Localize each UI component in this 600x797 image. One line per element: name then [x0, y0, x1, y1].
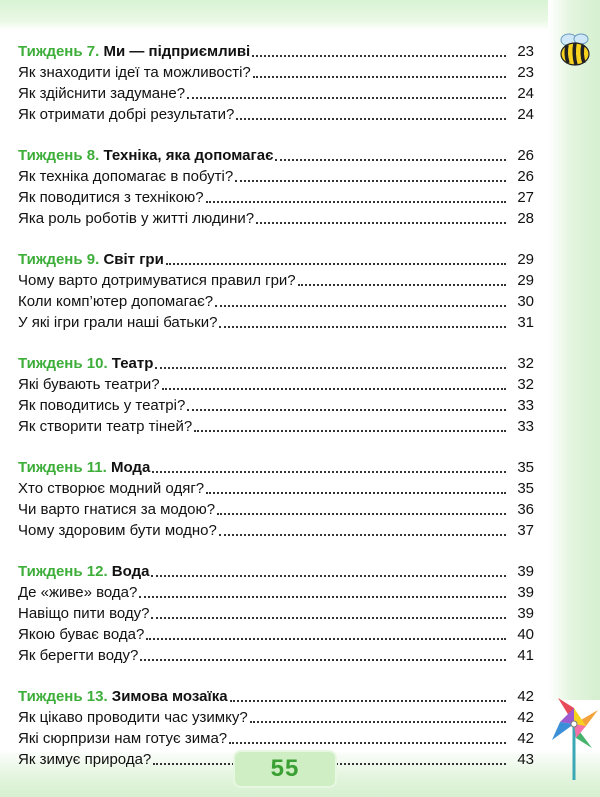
- toc-entry[interactable]: [18, 208, 534, 229]
- toc-entry[interactable]: [18, 187, 534, 208]
- toc-entry-title: Яка роль роботів у житті людини?: [18, 210, 255, 227]
- dot-leader: [229, 742, 506, 744]
- toc-entry-title: Як знаходити ідеї та можливості?: [18, 64, 251, 81]
- week-label: Тиждень 11.: [18, 459, 107, 476]
- week-topic: Зимова мозаїка: [111, 688, 228, 705]
- toc-page-number: 35: [517, 459, 534, 476]
- dot-leader: [230, 700, 506, 702]
- dot-leader: [275, 159, 506, 161]
- week-topic: Вода: [111, 563, 150, 580]
- toc-page-number: 32: [517, 376, 534, 393]
- toc-entry[interactable]: [18, 166, 534, 187]
- dot-leader: [151, 575, 506, 577]
- week-topic: Світ гри: [103, 251, 164, 268]
- dot-leader: [162, 388, 506, 390]
- toc-page-number: 42: [517, 709, 534, 726]
- dot-leader: [250, 721, 506, 723]
- toc-page-number: 37: [517, 522, 534, 539]
- dot-leader: [152, 471, 506, 473]
- toc-entry[interactable]: [18, 104, 534, 125]
- toc-section: [18, 41, 534, 125]
- toc-entry[interactable]: [18, 582, 534, 603]
- dot-leader: [187, 409, 506, 411]
- dot-leader: [253, 76, 506, 78]
- toc-entry-title: У які ігри грали наші батьки?: [18, 314, 218, 331]
- toc-entry-title: Коли комп’ютер допомагає?: [18, 293, 214, 310]
- toc-section-heading[interactable]: [18, 41, 534, 62]
- toc-page-number: 26: [517, 147, 534, 164]
- week-label: Тиждень 12.: [18, 563, 108, 580]
- toc-entry[interactable]: [18, 395, 534, 416]
- toc-page-number: 27: [517, 189, 534, 206]
- week-topic: Мода: [110, 459, 151, 476]
- toc-section-heading[interactable]: [18, 249, 534, 270]
- dot-leader: [217, 513, 506, 515]
- dot-leader: [256, 222, 506, 224]
- toc-page-number: 39: [517, 605, 534, 622]
- toc-page-number: 33: [517, 397, 534, 414]
- dot-leader: [194, 430, 506, 432]
- dot-leader: [219, 534, 506, 536]
- toc-entry-title: Як отримати добрі результати?: [18, 106, 235, 123]
- toc-entry-title: Як поводитися з технікою?: [18, 189, 204, 206]
- toc-entry[interactable]: [18, 707, 534, 728]
- toc-entry-title: Як створити театр тіней?: [18, 418, 193, 435]
- dot-leader: [139, 596, 506, 598]
- toc-page-number: 31: [517, 314, 534, 331]
- toc-page-number: 29: [517, 251, 534, 268]
- toc-entry-title: Чому здоровим бути модно?: [18, 522, 217, 539]
- toc-entry-title: Як зимує природа?: [18, 751, 152, 768]
- dot-leader: [151, 617, 506, 619]
- toc-page-number: 28: [517, 210, 534, 227]
- toc-entry-title: Які бувають театри?: [18, 376, 160, 393]
- toc-entry[interactable]: [18, 624, 534, 645]
- page-frame-right: [548, 0, 600, 700]
- toc-entry-title: Як цікаво проводити час узимку?: [18, 709, 248, 726]
- toc-entry[interactable]: [18, 520, 534, 541]
- toc-page-number: 36: [517, 501, 534, 518]
- week-label: Тиждень 13.: [18, 688, 108, 705]
- toc-section: [18, 457, 534, 541]
- toc-page-number: 24: [517, 106, 534, 123]
- toc-section: [18, 145, 534, 229]
- toc-section-heading[interactable]: [18, 561, 534, 582]
- toc-entry-title: Хто створює модний одяг?: [18, 480, 205, 497]
- toc-entry[interactable]: [18, 312, 534, 333]
- toc-entry-title: Де «живе» вода?: [18, 584, 138, 601]
- toc-page-number: 39: [517, 563, 534, 580]
- dot-leader: [206, 492, 506, 494]
- toc-page-number: 40: [517, 626, 534, 643]
- toc-page-number: 32: [517, 355, 534, 372]
- toc-section: [18, 249, 534, 333]
- toc-entry-title: Як берегти воду?: [18, 647, 139, 664]
- dot-leader: [219, 326, 506, 328]
- toc-entry[interactable]: [18, 728, 534, 749]
- toc-page-number: 23: [517, 43, 534, 60]
- week-label: Тиждень 10.: [18, 355, 108, 372]
- toc-page-number: 39: [517, 584, 534, 601]
- toc-section-heading[interactable]: [18, 353, 534, 374]
- toc-entry[interactable]: [18, 499, 534, 520]
- toc-page-number: 30: [517, 293, 534, 310]
- toc-entry[interactable]: [18, 478, 534, 499]
- dot-leader: [146, 638, 506, 640]
- toc-entry[interactable]: [18, 645, 534, 666]
- pinwheel-icon: [548, 690, 600, 780]
- week-label: Тиждень 7.: [18, 43, 100, 60]
- toc-entry-title: Як здійснити задумане?: [18, 85, 186, 102]
- week-topic: Театр: [111, 355, 154, 372]
- toc-page-number: 33: [517, 418, 534, 435]
- toc-entry-title: Якою буває вода?: [18, 626, 145, 643]
- toc-section-heading[interactable]: [18, 145, 534, 166]
- toc-page-number: 29: [517, 272, 534, 289]
- toc-page-number: 26: [517, 168, 534, 185]
- week-label: Тиждень 9.: [18, 251, 100, 268]
- week-topic: Техніка, яка допомагає: [103, 147, 274, 164]
- week-label: Тиждень 8.: [18, 147, 100, 164]
- toc-entry-title: Чи варто гнатися за модою?: [18, 501, 216, 518]
- dot-leader: [236, 118, 506, 120]
- toc-section-heading[interactable]: [18, 457, 534, 478]
- dot-leader: [235, 180, 506, 182]
- toc-page-number: 35: [517, 480, 534, 497]
- dot-leader: [187, 97, 506, 99]
- toc-page-number: 24: [517, 85, 534, 102]
- page-number: 55: [270, 755, 300, 782]
- toc-page-number: 41: [517, 647, 534, 664]
- toc-entry[interactable]: [18, 270, 534, 291]
- toc-entry[interactable]: [18, 603, 534, 624]
- dot-leader: [252, 55, 506, 57]
- week-topic: Ми — підприємливі: [103, 43, 251, 60]
- dot-leader: [166, 263, 506, 265]
- dot-leader: [140, 659, 506, 661]
- toc-entry-title: Як техніка допомагає в побуті?: [18, 168, 234, 185]
- dot-leader: [298, 284, 506, 286]
- toc-entry[interactable]: [18, 62, 534, 83]
- toc-section: [18, 353, 534, 437]
- toc-entry-title: Як поводитись у театрі?: [18, 397, 186, 414]
- table-of-contents: [18, 41, 534, 790]
- toc-entry-title: Чому варто дотримуватися правил гри?: [18, 272, 296, 289]
- toc-entry[interactable]: [18, 291, 534, 312]
- bee-icon: [555, 30, 595, 70]
- page-frame-top: [0, 0, 600, 30]
- dot-leader: [155, 367, 506, 369]
- toc-section: [18, 561, 534, 666]
- toc-entry[interactable]: [18, 83, 534, 104]
- dot-leader: [215, 305, 506, 307]
- toc-entry[interactable]: [18, 416, 534, 437]
- toc-entry[interactable]: [18, 374, 534, 395]
- toc-page-number: 23: [517, 64, 534, 81]
- dot-leader: [206, 201, 506, 203]
- toc-page-number: 42: [517, 688, 534, 705]
- toc-entry-title: Навіщо пити воду?: [18, 605, 150, 622]
- toc-page-number: 43: [517, 751, 534, 768]
- toc-page-number: 42: [517, 730, 534, 747]
- toc-section-heading[interactable]: [18, 686, 534, 707]
- toc-entry-title: Які сюрпризи нам готує зима?: [18, 730, 228, 747]
